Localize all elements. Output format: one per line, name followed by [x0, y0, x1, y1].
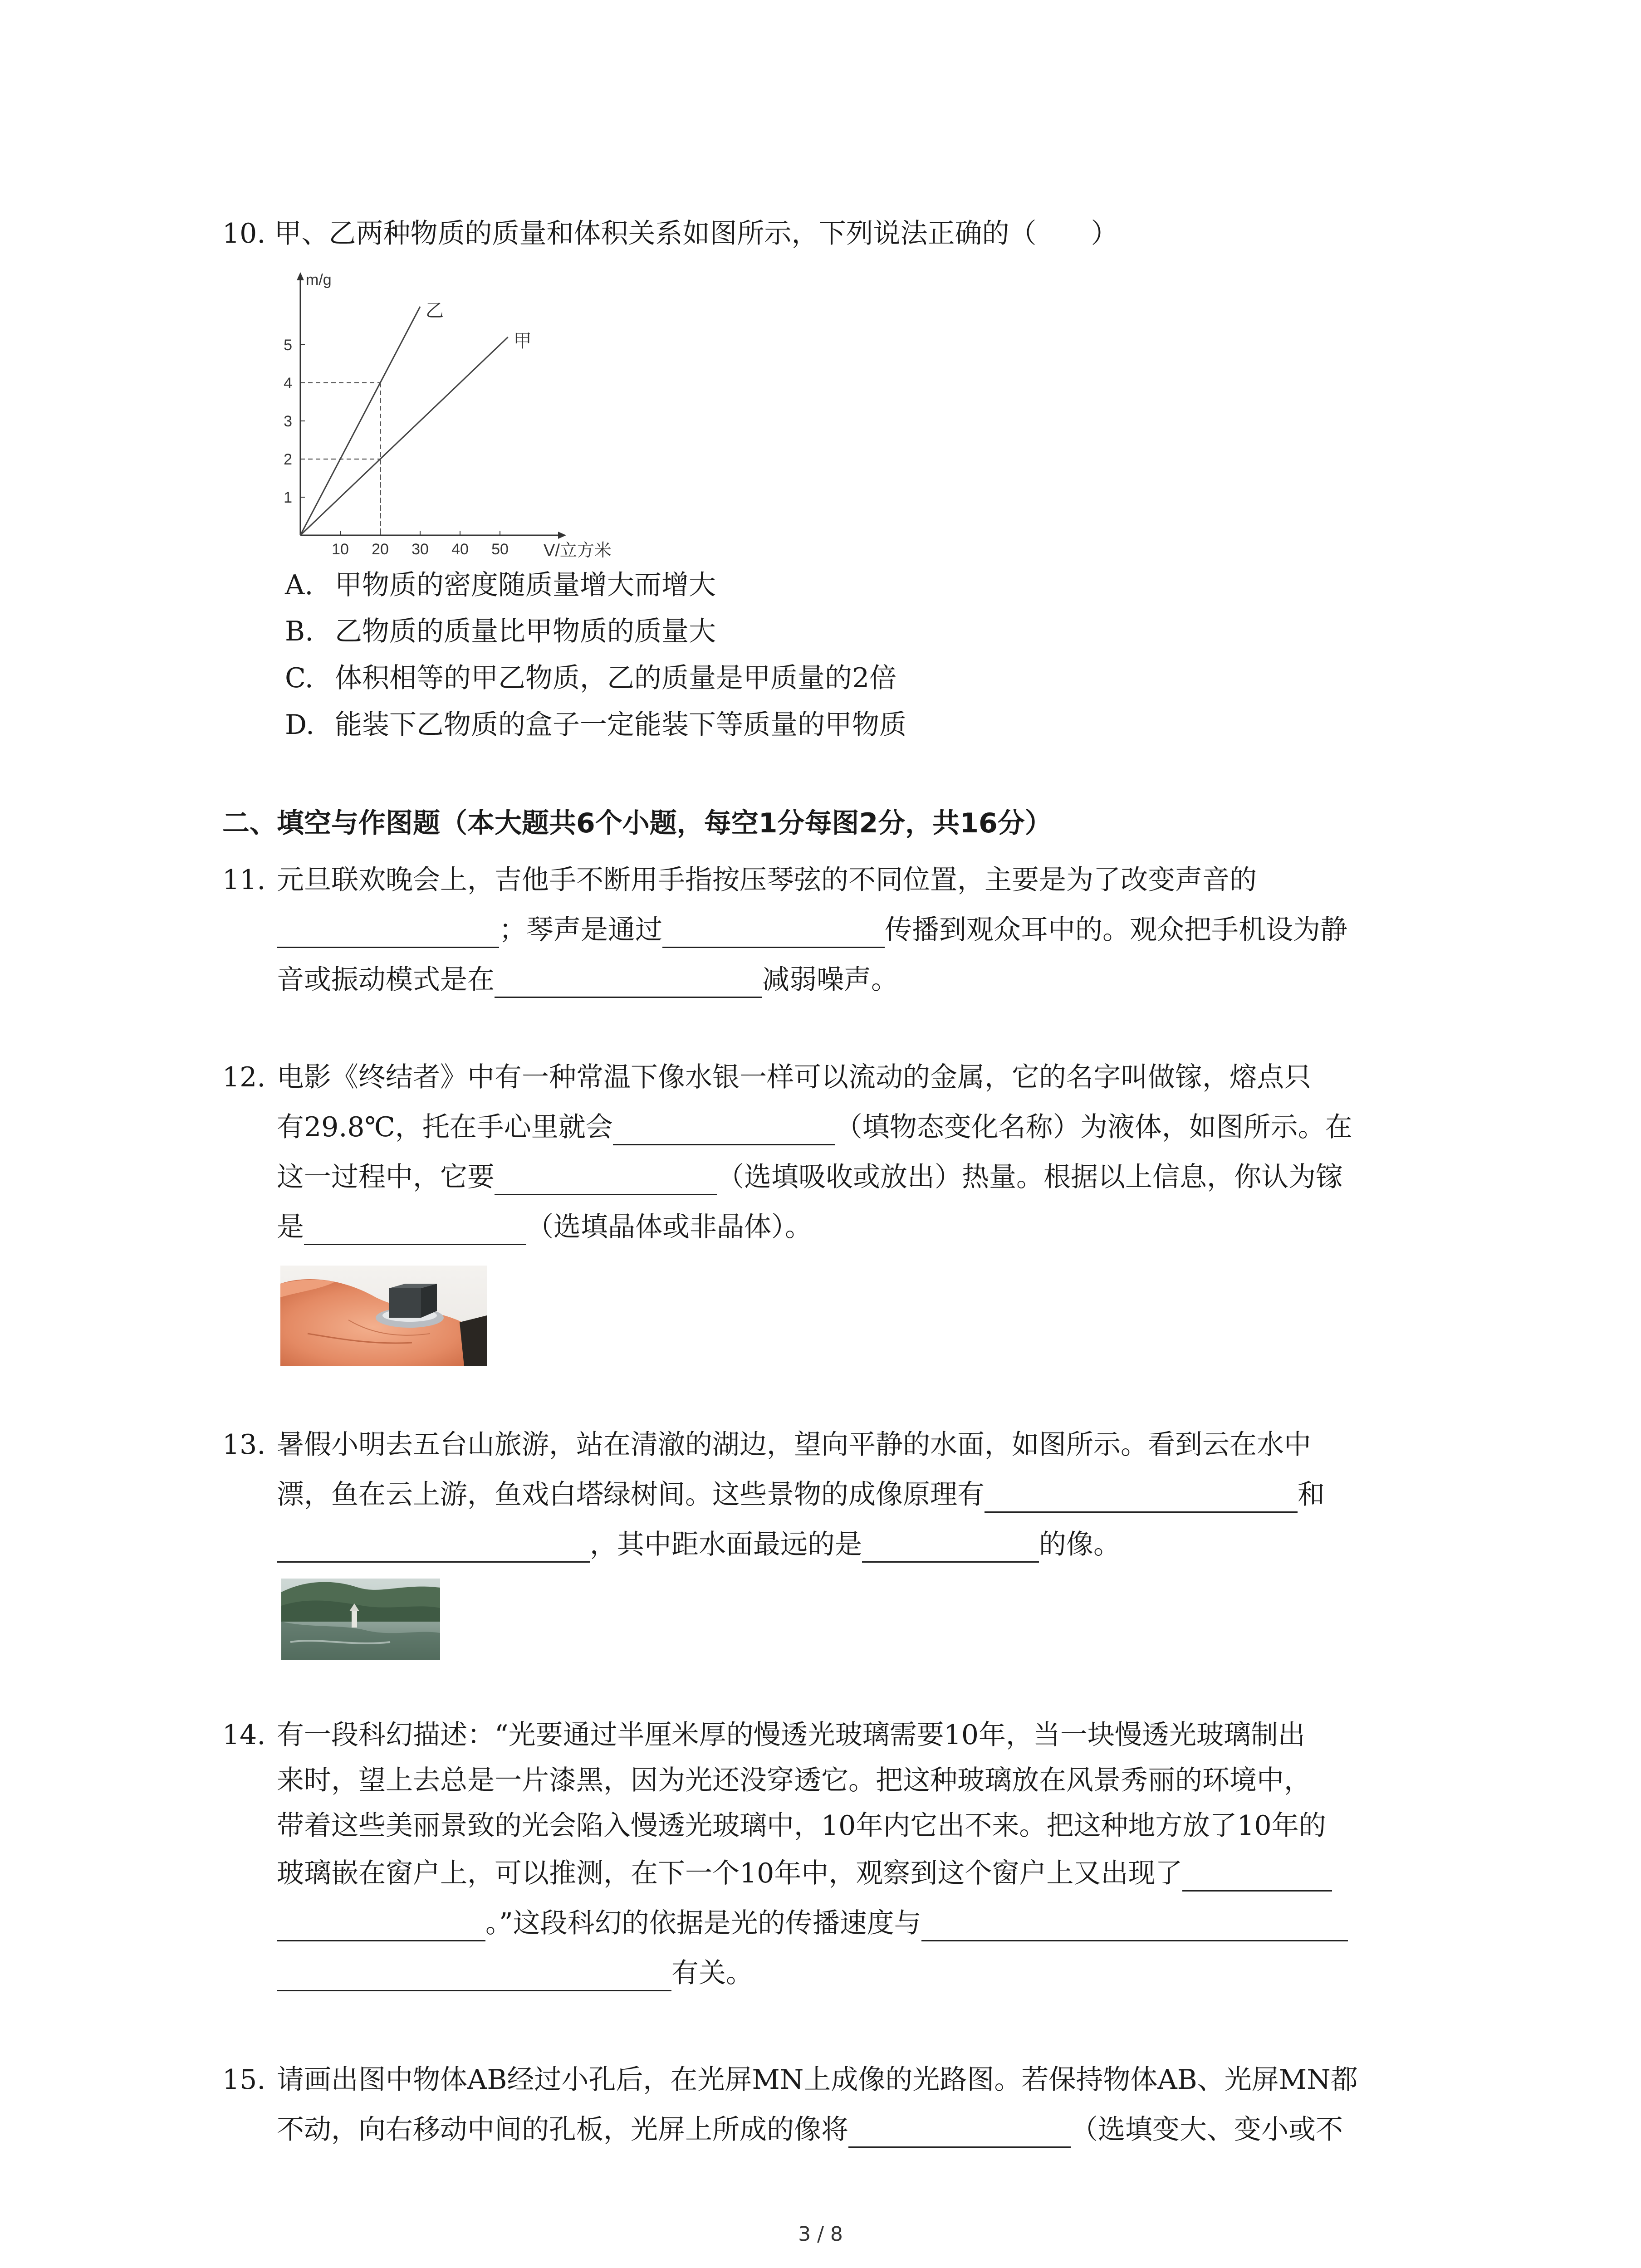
q13-text-1: 暑假小明去五台山旅游，站在清澈的湖边，望向平静的水面，如图所示。看到云在水中	[277, 1429, 1311, 1461]
q13-text-2b: 和	[1298, 1479, 1325, 1510]
answer-blank[interactable]	[985, 1482, 1298, 1513]
x-tick-label: 40	[451, 541, 469, 558]
q14-text-1: 有一段科幻描述：“光要通过半厘米厚的慢透光玻璃需要10年，当一块慢透光玻璃制出	[277, 1719, 1306, 1751]
q14-line-4	[277, 1855, 1332, 1892]
question-number: 11.	[222, 864, 266, 896]
question-number: 12.	[222, 1061, 266, 1093]
q11-line-3	[277, 962, 898, 998]
mass-volume-chart	[272, 254, 612, 572]
q13-line-2	[277, 1476, 1325, 1513]
option-text: 体积相等的甲乙物质，乙的质量是甲质量的2倍	[335, 662, 897, 694]
answer-blank[interactable]	[277, 918, 499, 948]
x-tick-label: 50	[491, 541, 509, 558]
page-number: 3 / 8	[798, 2223, 843, 2246]
q14-line-2: 来时，望上去总是一片漆黑，因为光还没穿透它。把这种玻璃放在风景秀丽的环境中，	[277, 1765, 1311, 1796]
option-text: 乙物质的质量比甲物质的质量大	[335, 616, 716, 647]
y-tick-label: 3	[284, 413, 292, 430]
q11-text-2b: 传播到观众耳中的。观众把手机设为静	[885, 914, 1347, 946]
q15-line-2	[277, 2112, 1343, 2148]
q14-text-5a: 。”这段科幻的依据是光的传播速度与	[485, 1907, 921, 1939]
option-letter: D.	[285, 709, 315, 741]
q10-option-a	[285, 567, 716, 603]
answer-blank[interactable]	[304, 1215, 526, 1245]
q12-text-3b: （选填吸收或放出）热量。根据以上信息，你认为镓	[717, 1161, 1343, 1193]
q10-option-d	[285, 707, 906, 743]
q12-line-1	[222, 1059, 1311, 1095]
x-tick-label: 30	[411, 541, 429, 558]
answer-blank[interactable]	[277, 1961, 671, 1991]
q10-option-b	[285, 613, 716, 650]
q11-text-3a: 音或振动模式是在	[277, 964, 495, 996]
q12-line-3	[277, 1159, 1343, 1195]
x-tick-label: 10	[332, 541, 349, 558]
answer-blank[interactable]	[277, 1532, 590, 1563]
series-label-yi: 乙	[426, 300, 444, 321]
q12-text-2b: （填物态变化名称）为液体，如图所示。在	[835, 1111, 1352, 1143]
y-tick-label: 1	[284, 489, 292, 506]
gallium-on-hand-photo	[280, 1266, 487, 1366]
q14-line-3: 带着这些美丽景致的光会陷入慢透光玻璃中，10年内它出不来。把这种地方放了10年的	[277, 1810, 1326, 1842]
x-axis-label: V/立方米	[544, 541, 612, 560]
q15-text-2b: （选填变大、变小或不	[1071, 2114, 1343, 2146]
option-text: 甲物质的密度随质量增大而增大	[335, 569, 716, 601]
answer-blank[interactable]	[921, 1911, 1348, 1941]
q12-line-2	[277, 1109, 1352, 1145]
q14-line-1	[222, 1717, 1305, 1753]
q13-text-3a: ，其中距水面最远的是	[590, 1529, 862, 1560]
series-line-jia	[300, 337, 508, 535]
q11-text-1: 元旦联欢晚会上，吉他手不断用手指按压琴弦的不同位置，主要是为了改变声音的	[277, 864, 1257, 896]
q14-line-6	[277, 1955, 753, 1991]
option-letter: C.	[285, 662, 314, 694]
y-axis-arrow	[297, 272, 304, 280]
answer-blank[interactable]	[277, 1911, 485, 1941]
q13-text-2a: 漂，鱼在云上游，鱼戏白塔绿树间。这些景物的成像原理有	[277, 1479, 985, 1510]
q14-text-6a: 有关。	[671, 1957, 753, 1989]
q11-text-3b: 减弱噪声。	[762, 964, 898, 996]
answer-blank[interactable]	[848, 2117, 1071, 2148]
answer-blank[interactable]	[862, 1532, 1039, 1563]
q10-stem: 10. 甲、乙两种物质的质量和体积关系如图所示，下列说法正确的（ ）	[222, 218, 1118, 249]
option-text: 能装下乙物质的盒子一定能装下等质量的甲物质	[335, 709, 906, 741]
q15-text-1: 请画出图中物体AB经过小孔后，在光屏MN上成像的光路图。若保持物体AB、光屏MN都	[277, 2064, 1358, 2096]
answer-blank[interactable]	[1182, 1861, 1332, 1892]
answer-blank[interactable]	[662, 918, 885, 948]
question-number: 15.	[222, 2064, 266, 2096]
series-line-yi	[300, 307, 420, 535]
lake-landscape-photo	[281, 1579, 440, 1660]
q11-text-2a: ；琴声是通过	[499, 914, 662, 946]
y-tick-label: 4	[284, 375, 292, 392]
y-axis-label: m/g	[306, 271, 332, 288]
option-letter: B.	[285, 616, 314, 647]
answer-blank[interactable]	[613, 1115, 835, 1145]
q12-text-4a: 是	[277, 1211, 304, 1243]
q10-option-c	[285, 660, 896, 696]
q14-text-4: 玻璃嵌在窗户上，可以推测，在下一个10年中，观察到这个窗户上又出现了	[277, 1857, 1183, 1889]
q12-text-4b: （选填晶体或非晶体）。	[526, 1211, 812, 1243]
y-tick-label: 2	[284, 451, 292, 468]
q11-line-1	[222, 862, 1257, 898]
x-axis-arrow	[558, 532, 566, 539]
answer-blank[interactable]	[495, 1165, 717, 1195]
q14-line-5	[277, 1905, 1348, 1941]
question-number: 13.	[222, 1429, 266, 1461]
section-2-heading: 二、填空与作图题（本大题共6个小题，每空1分每图2分，共16分）	[222, 807, 1052, 839]
q13-text-3b: 的像。	[1039, 1529, 1121, 1560]
q15-line-1	[222, 2062, 1358, 2098]
q12-text-3a: 这一过程中，它要	[277, 1161, 495, 1193]
option-letter: A.	[285, 569, 314, 601]
q13-line-1	[222, 1427, 1311, 1463]
q13-line-3	[277, 1526, 1121, 1563]
q12-line-4	[277, 1209, 812, 1245]
answer-blank[interactable]	[495, 968, 762, 998]
y-tick-label: 5	[284, 337, 292, 354]
question-number: 14.	[222, 1719, 266, 1751]
q12-text-2a: 有29.8℃，托在手心里就会	[277, 1111, 613, 1143]
q15-text-2a: 不动，向右移动中间的孔板，光屏上所成的像将	[277, 2114, 848, 2146]
q12-text-1: 电影《终结者》中有一种常温下像水银一样可以流动的金属，它的名字叫做镓，熔点只	[277, 1061, 1311, 1093]
q11-line-2	[277, 912, 1347, 948]
series-label-jia: 甲	[513, 331, 532, 352]
x-tick-label: 20	[372, 541, 389, 558]
